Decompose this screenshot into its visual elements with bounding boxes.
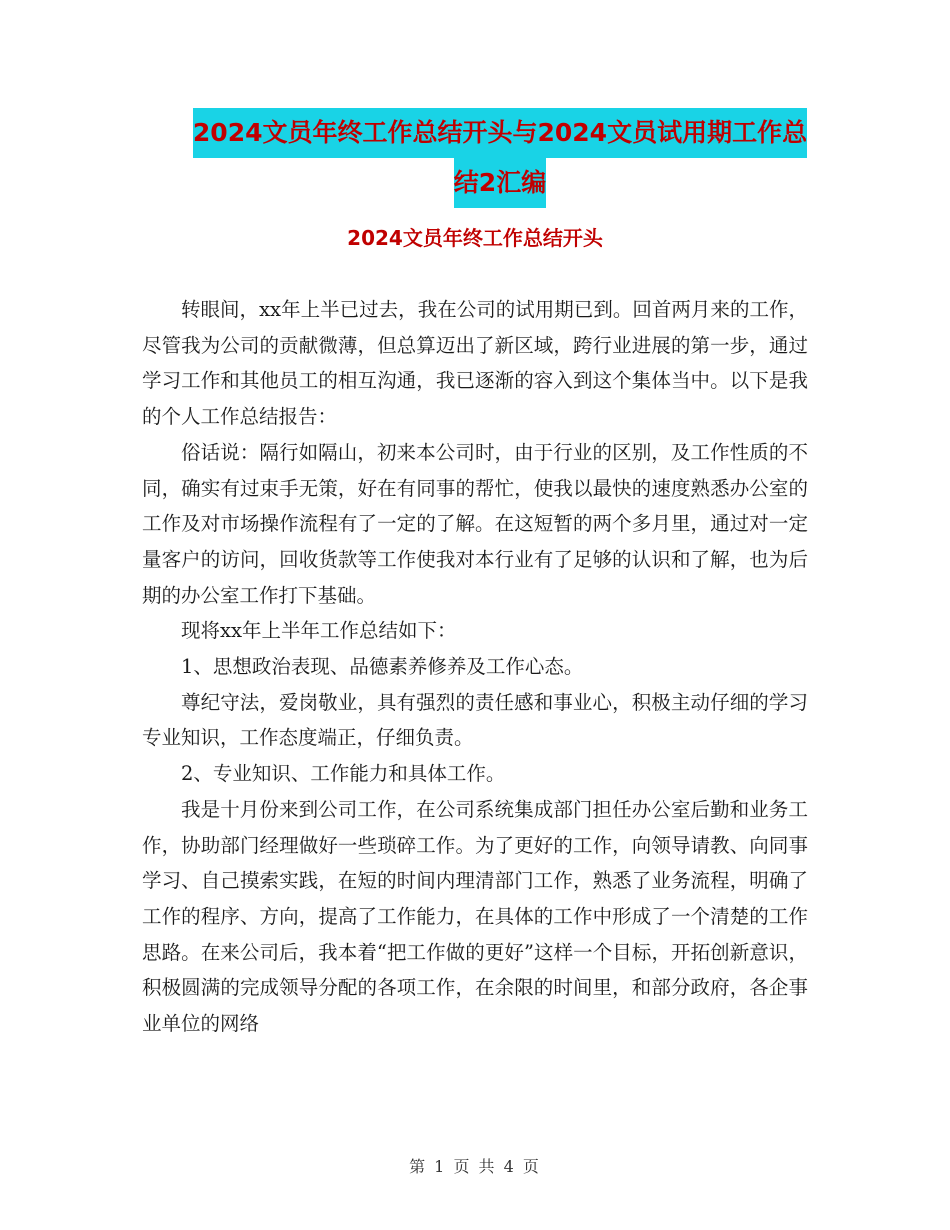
paragraph: 转眼间，xx年上半已过去，我在公司的试用期已到。回首两月来的工作，尽管我为公司的贡献微薄，但总算迈出了新区域，跨行业进展的第一步，通过学习工作和其他员工的相互沟通，我已逐渐的容入到这个集体当中。以下是我的个人工作总结报告： xyxy=(142,298,808,429)
page-footer: 第 1 页 共 4 页 xyxy=(409,1157,541,1176)
paragraph: 我是十月份来到公司工作，在公司系统集成部门担任办公室后勤和业务工作，协助部门经理做好一些琐碎工作。为了更好的工作，向领导请教、向同事学习、自己摸索实践，在短的时间内理清部门工作，熟悉了业务流程，明确了工作的程序、方向，提高了工作能力，在具体的工作中形成了一个清楚的工作思路。在来公司后，我本着“把工作做的更好”这样一个目标，开拓创新意识，积极圆满的完成领导分配的各项工作，在余限的时间里，和部分政府，各企事业单位的网络 xyxy=(142,797,808,1036)
document-title-line-1: 2024文员年终工作总结开头与2024文员试用期工作总 xyxy=(193,108,807,158)
paragraph: 2、专业知识、工作能力和具体工作。 xyxy=(181,762,506,786)
paragraph: 尊纪守法，爱岗敬业，具有强烈的责任感和事业心，积极主动仔细的学习专业知识，工作态度端正，仔细负责。 xyxy=(142,690,808,750)
document-body xyxy=(142,292,808,1042)
document-title-line-2: 结2汇编 xyxy=(454,158,546,208)
paragraph: 俗话说：隔行如隔山，初来本公司时，由于行业的区别，及工作性质的不同，确实有过束手无策，好在有同事的帮忙，使我以最快的速度熟悉办公室的工作及对市场操作流程有了一定的了解。在这短暂的两个多月里，通过对一定量客户的访问，回收货款等工作使我对本行业有了足够的认识和了解，也为后期的办公室工作打下基础。 xyxy=(142,440,808,607)
paragraph: 现将xx年上半年工作总结如下： xyxy=(181,619,457,643)
section-title: 2024文员年终工作总结开头 xyxy=(347,226,603,250)
paragraph: 1、思想政治表现、品德素养修养及工作心态。 xyxy=(181,655,584,679)
document-title xyxy=(140,108,860,208)
